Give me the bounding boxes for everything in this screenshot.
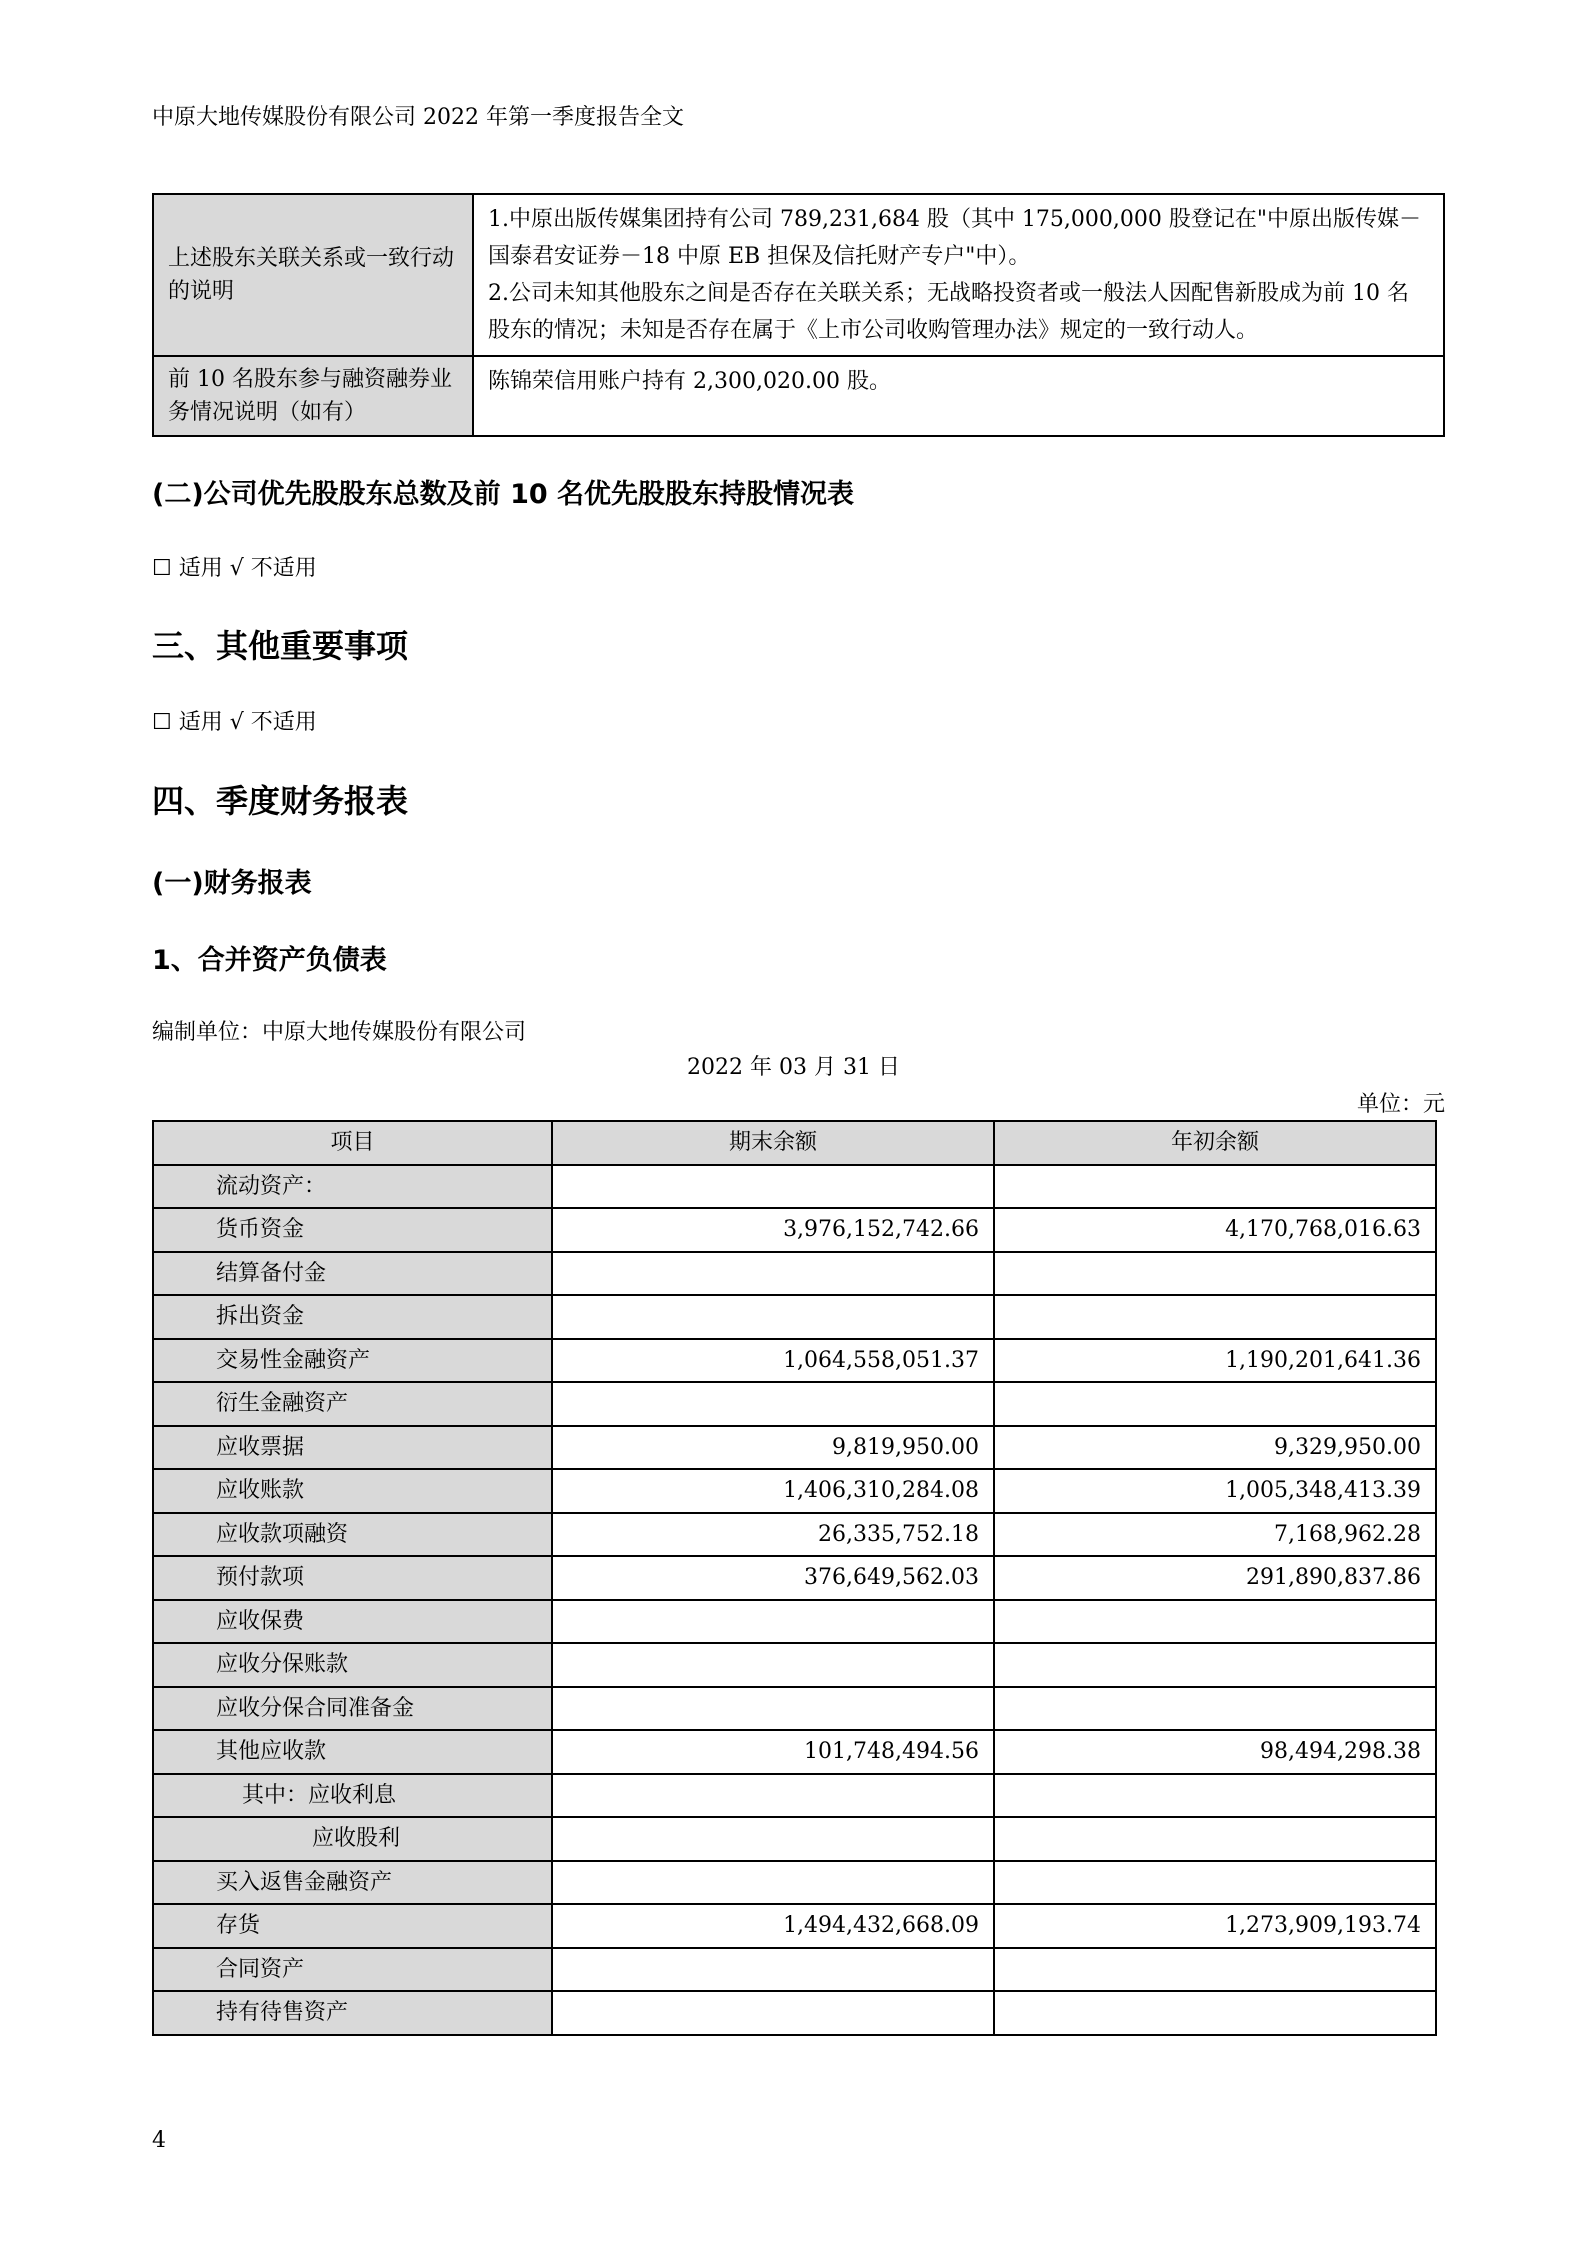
row-period-begin-value: 291,890,837.86: [994, 1556, 1436, 1600]
table-row: [153, 1426, 1436, 1470]
related-parties-paragraph-2: 2.公司未知其他股东之间是否存在关联关系；无战略投资者或一般法人因配售新股成为前 10 名股东的情况；未知是否存在属于《上市公司收购管理办法》规定的一致行动人。: [488, 281, 1409, 343]
table-row: [153, 1687, 1436, 1731]
row-period-end-value: [552, 1991, 994, 2035]
row-item-label: 结算备付金: [153, 1252, 552, 1296]
row-item-label: 交易性金融资产: [153, 1339, 552, 1383]
table-row: [153, 1556, 1436, 1600]
row-period-begin-value: 1,005,348,413.39: [994, 1469, 1436, 1513]
row-period-begin-value: [994, 1600, 1436, 1644]
row-period-begin-value: [994, 1165, 1436, 1209]
row-period-end-value: 1,406,310,284.08: [552, 1469, 994, 1513]
table-row: [153, 1643, 1436, 1687]
row-period-begin-value: [994, 1991, 1436, 2035]
table-row: [153, 1252, 1436, 1296]
preferred-shares-heading: (二)公司优先股股东总数及前 10 名优先股股东持股情况表: [152, 479, 855, 510]
row-period-end-value: [552, 1600, 994, 1644]
row-period-begin-value: [994, 1817, 1436, 1861]
row-period-end-value: [552, 1295, 994, 1339]
row-item-label: 买入返售金融资产: [153, 1861, 552, 1905]
row-item-label: 衍生金融资产: [153, 1382, 552, 1426]
table-row: [153, 1991, 1436, 2035]
related-parties-content: [473, 194, 1444, 356]
row-period-end-value: [552, 1687, 994, 1731]
row-item-label: 预付款项: [153, 1556, 552, 1600]
row-period-end-value: 376,649,562.03: [552, 1556, 994, 1600]
row-item-label: 拆出资金: [153, 1295, 552, 1339]
page-header: 中原大地传媒股份有限公司 2022 年第一季度报告全文: [152, 105, 684, 130]
margin-trading-label: 前 10 名股东参与融资融券业务情况说明（如有）: [153, 356, 473, 436]
row-item-label: 应收分保合同准备金: [153, 1687, 552, 1731]
table-header-row: [153, 1121, 1436, 1165]
row-period-begin-value: [994, 1861, 1436, 1905]
table-row: [153, 1861, 1436, 1905]
table-row: [153, 1730, 1436, 1774]
row-period-end-value: 9,819,950.00: [552, 1426, 994, 1470]
row-item-label: 存货: [153, 1904, 552, 1948]
table-row: [153, 1382, 1436, 1426]
quarterly-financial-heading: 四、季度财务报表: [152, 782, 409, 820]
row-period-end-value: [552, 1817, 994, 1861]
row-period-begin-value: [994, 1382, 1436, 1426]
table-row: [153, 1600, 1436, 1644]
table-row: [153, 1513, 1436, 1557]
margin-trading-content: 陈锦荣信用账户持有 2,300,020.00 股。: [473, 356, 1444, 436]
row-item-label: 流动资产：: [153, 1165, 552, 1209]
table-row: [153, 1208, 1436, 1252]
row-item-label: 持有待售资产: [153, 1991, 552, 2035]
shareholder-notes-table: [152, 193, 1445, 437]
row-period-begin-value: [994, 1948, 1436, 1992]
row-period-begin-value: [994, 1687, 1436, 1731]
table-row: [153, 1469, 1436, 1513]
row-item-label: 其中：应收利息: [153, 1774, 552, 1818]
row-period-begin-value: 1,273,909,193.74: [994, 1904, 1436, 1948]
compiler-unit: 编制单位：中原大地传媒股份有限公司: [152, 1020, 527, 1045]
row-period-end-value: 1,064,558,051.37: [552, 1339, 994, 1383]
related-parties-label: 上述股东关联关系或一致行动的说明: [153, 194, 473, 356]
applicable-status-1: ☐ 适用 √ 不适用: [152, 556, 317, 581]
row-period-end-value: [552, 1252, 994, 1296]
row-period-begin-value: 9,329,950.00: [994, 1426, 1436, 1470]
row-period-end-value: [552, 1861, 994, 1905]
table-row: [153, 1774, 1436, 1818]
table-row: [153, 1295, 1436, 1339]
page-number: 4: [152, 2128, 166, 2153]
column-header-period-begin: 年初余额: [994, 1121, 1436, 1165]
row-period-end-value: [552, 1774, 994, 1818]
table-row: [153, 1904, 1436, 1948]
row-period-begin-value: [994, 1774, 1436, 1818]
row-item-label: 应收账款: [153, 1469, 552, 1513]
row-period-end-value: 26,335,752.18: [552, 1513, 994, 1557]
table-row: [153, 1817, 1436, 1861]
row-item-label: 应收股利: [153, 1817, 552, 1861]
row-period-begin-value: 98,494,298.38: [994, 1730, 1436, 1774]
row-item-label: 应收保费: [153, 1600, 552, 1644]
table-row: [153, 1948, 1436, 1992]
financial-statements-heading: (一)财务报表: [152, 868, 312, 899]
row-period-end-value: 3,976,152,742.66: [552, 1208, 994, 1252]
row-period-end-value: 1,494,432,668.09: [552, 1904, 994, 1948]
row-item-label: 其他应收款: [153, 1730, 552, 1774]
row-period-end-value: 101,748,494.56: [552, 1730, 994, 1774]
table-row: [153, 1165, 1436, 1209]
row-item-label: 应收款项融资: [153, 1513, 552, 1557]
row-period-begin-value: 4,170,768,016.63: [994, 1208, 1436, 1252]
table-row: [153, 1339, 1436, 1383]
column-header-period-end: 期末余额: [552, 1121, 994, 1165]
applicable-status-2: ☐ 适用 √ 不适用: [152, 710, 317, 735]
row-item-label: 应收票据: [153, 1426, 552, 1470]
row-period-end-value: [552, 1643, 994, 1687]
related-parties-paragraph-1: 1.中原出版传媒集团持有公司 789,231,684 股（其中 175,000,000 股登记在"中原出版传媒－国泰君安证券－18 中原 EB 担保及信托财产专户"中）。: [488, 207, 1422, 269]
row-period-end-value: [552, 1948, 994, 1992]
row-period-end-value: [552, 1165, 994, 1209]
row-period-end-value: [552, 1382, 994, 1426]
row-period-begin-value: 7,168,962.28: [994, 1513, 1436, 1557]
other-matters-heading: 三、其他重要事项: [152, 627, 409, 665]
row-period-begin-value: [994, 1643, 1436, 1687]
row-period-begin-value: [994, 1295, 1436, 1339]
balance-sheet-heading: 1、合并资产负债表: [152, 945, 387, 976]
table-row: [153, 194, 1444, 356]
row-item-label: 应收分保账款: [153, 1643, 552, 1687]
row-item-label: 货币资金: [153, 1208, 552, 1252]
row-item-label: 合同资产: [153, 1948, 552, 1992]
report-date: 2022 年 03 月 31 日: [687, 1055, 900, 1080]
table-row: [153, 356, 1444, 436]
currency-unit: 单位：元: [1356, 1092, 1445, 1117]
row-period-begin-value: 1,190,201,641.36: [994, 1339, 1436, 1383]
row-period-begin-value: [994, 1252, 1436, 1296]
balance-sheet-table: [152, 1120, 1437, 2036]
column-header-item: 项目: [153, 1121, 552, 1165]
